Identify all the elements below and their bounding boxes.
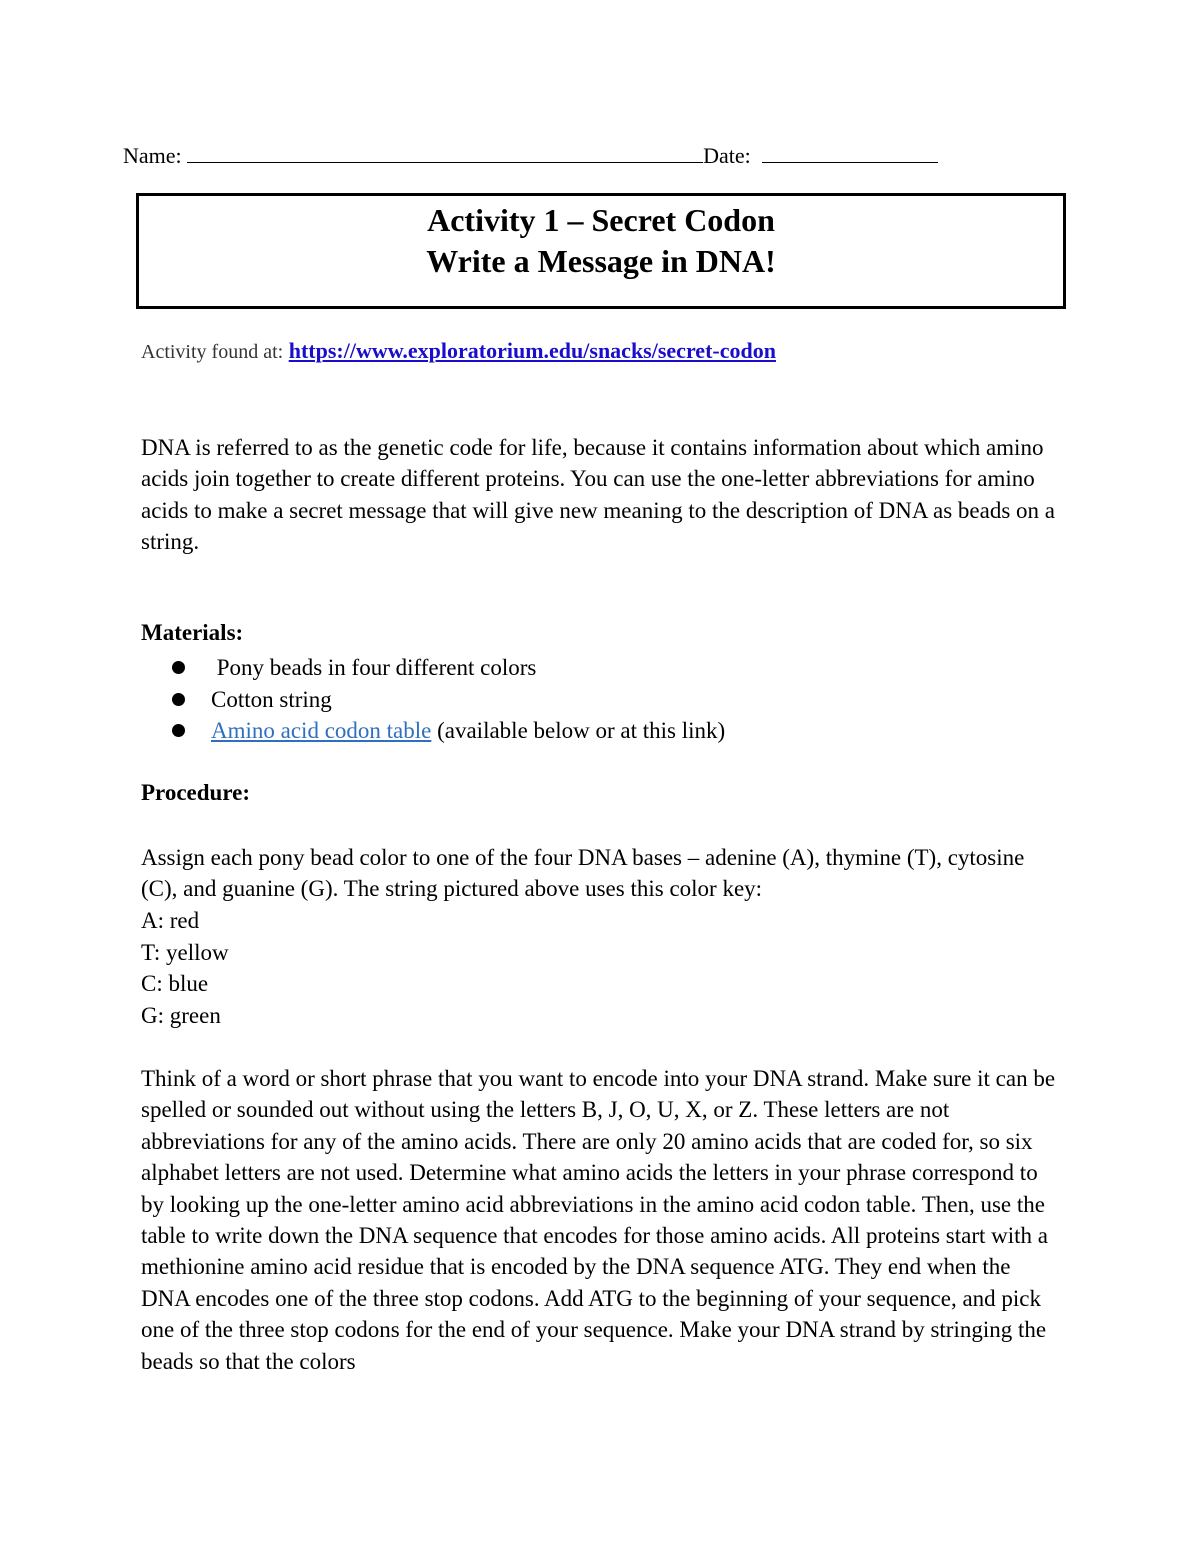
- color-key-item: T: yellow: [141, 939, 229, 965]
- date-label: Date:: [703, 143, 751, 168]
- activity-title: Activity 1 – Secret Codon: [427, 202, 775, 238]
- bullet-icon: [172, 724, 185, 737]
- bullet-icon: [172, 693, 185, 706]
- color-key-list: [141, 905, 229, 1031]
- color-key-item: C: blue: [141, 971, 209, 996]
- list-item: [172, 715, 725, 747]
- name-blank: [187, 140, 703, 163]
- material-text: Cotton string: [211, 686, 332, 712]
- title-box: [136, 193, 1066, 309]
- think-paragraph: Think of a word or short phrase that you want to encode into your DNA strand. Make sure it can be spelled or sounded out without using the letters B, J, O, U, X, or Z. These letters are not abbreviations for any of the amino acids. There are only 20 amino acids that are coded for, so six alphabet letters are not used. Determine what amino acids the letters in your phrase correspond to by looking up the one-letter amino acid abbreviations in the amino acid codon table. Then, use the table to write down the DNA sequence that encodes for those amino acids. All proteins start with a methionine amino acid residue that is encoded by the DNA sequence ATG. They end when the DNA encodes one of the three stop codons. Add ATG to the beginning of your sequence, and pick one of the three stop codons for the end of your sequence. Make your DNA strand by stringing the beads so that the colors: [141, 1066, 1056, 1374]
- source-link[interactable]: https://www.exploratorium.edu/snacks/secret-codon: [288, 338, 776, 363]
- name-label: Name:: [123, 143, 182, 168]
- intro-paragraph: DNA is referred to as the genetic code for life, because it contains information about which amino acids join together to create different proteins. You can use the one-letter abbreviations for amino acids to make a secret message that will give new meaning to the description of DNA as beads on a string.: [141, 435, 1055, 555]
- color-key-item: G: green: [141, 1002, 221, 1028]
- source-line: [141, 336, 776, 367]
- list-item: [172, 652, 725, 684]
- material-text: (available below or at this link): [431, 718, 726, 743]
- list-item: [172, 684, 725, 716]
- source-label: Activity found at:: [141, 341, 284, 363]
- date-blank: [762, 140, 938, 163]
- codon-table-link[interactable]: Amino acid codon table: [211, 718, 432, 743]
- materials-heading: Materials:: [141, 620, 244, 645]
- bullet-icon: [172, 661, 185, 674]
- materials-list: [172, 652, 725, 747]
- assign-paragraph: Assign each pony bead color to one of the four DNA bases – adenine (A), thymine (T), cytosine (C), and guanine (G). The string pictured above uses this color key:: [141, 845, 1025, 902]
- color-key-item: A: red: [141, 908, 200, 933]
- name-date-line: [123, 140, 938, 171]
- material-text: Pony beads in four different colors: [211, 655, 537, 680]
- procedure-heading: Procedure:: [141, 780, 251, 805]
- activity-subtitle: Write a Message in DNA!: [426, 243, 776, 279]
